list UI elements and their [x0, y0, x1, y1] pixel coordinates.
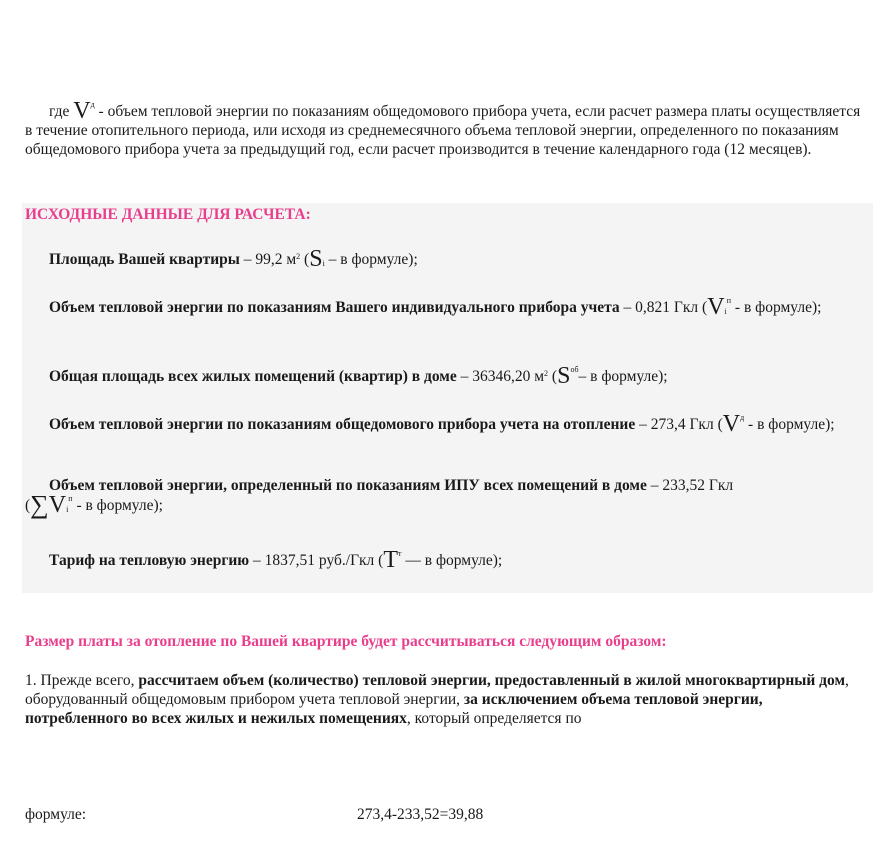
source-item-individual-meter-volume: Объем тепловой энергии по показаниям Вашего индивидуального прибора учета – 0,821 Гкл ($V_i^п$ - в формуле);: [49, 294, 822, 320]
source-item-common-meter-volume: Объем тепловой энергии по показаниям общедомового прибора учета на отопление – 273,4 Гкл ($V^д$ - в формуле);: [49, 411, 835, 437]
symbol-v-i-p-sum: V: [48, 492, 67, 518]
intro-text: - объем тепловой энергии по показаниям общедомового прибора учета, если расчет размера платы осуществляется в течение отопительного периода, или исходя из среднемесячного объема тепловой энергии, определенного по показаниям общедомового прибора учета за предыдущий год, если расчет производится в течение календарного года (12 месяцев).: [25, 103, 861, 158]
source-item-ipu-total-volume: Объем тепловой энергии, определенный по показаниям ИПУ всех помещений в доме – 233,52 Гкл ($\sum V_i^п$ - в формуле);: [25, 477, 734, 519]
formula-label: формуле:: [25, 806, 87, 823]
source-item-tariff: Тариф на тепловую энергию – 1837,51 руб./Гкл ($T^т$ — в формуле);: [49, 547, 503, 573]
formula-result: 273,4-233,52=39,88: [357, 806, 484, 823]
intro-prefix: где: [49, 103, 74, 120]
sum-icon: ∑: [30, 490, 49, 519]
source-item-apartment-area: Площадь Вашей квартиры – 99,2 $м^2$ ($S_i$ – в формуле);: [49, 246, 418, 272]
calculation-heading: Размер платы за отопление по Вашей квартире будет рассчитываться следующим образом:: [25, 633, 667, 650]
symbol-s-ob: S: [557, 363, 571, 389]
symbol-v-d: V: [722, 411, 741, 437]
intro-paragraph: где $V^д$ - объем тепловой энергии по показаниям общедомового прибора учета, если расчет размера платы осуществляется в течение отопительного периода, или исходя из среднемесячного объема тепловой энергии, определенного по показаниям общедомового прибора учета за предыдущий год, если расчет производится в течение календарного года (12 месяцев).: [25, 98, 861, 158]
symbol-v-i-p: V: [707, 294, 725, 320]
symbol-s-i: S: [309, 246, 323, 272]
calculation-step-1: 1. Прежде всего, рассчитаем объем (количество) тепловой энергии, предоставленный в жилой многоквартирный дом, оборудованный общедомовым прибором учета тепловой энергии, за исключением объема тепловой энергии, потребленного во всех жилых и нежилых помещениях, который определяется по: [25, 672, 849, 727]
symbol-t-t: T: [383, 547, 399, 573]
source-data-heading: ИСХОДНЫЕ ДАННЫЕ ДЛЯ РАСЧЕТА:: [25, 206, 311, 223]
symbol-v-d: V: [73, 98, 91, 124]
source-item-total-living-area: Общая площадь всех жилых помещений (квартир) в доме – 36346,20 $м^2$ ($S^{об}-$ в формуле);: [49, 363, 668, 389]
